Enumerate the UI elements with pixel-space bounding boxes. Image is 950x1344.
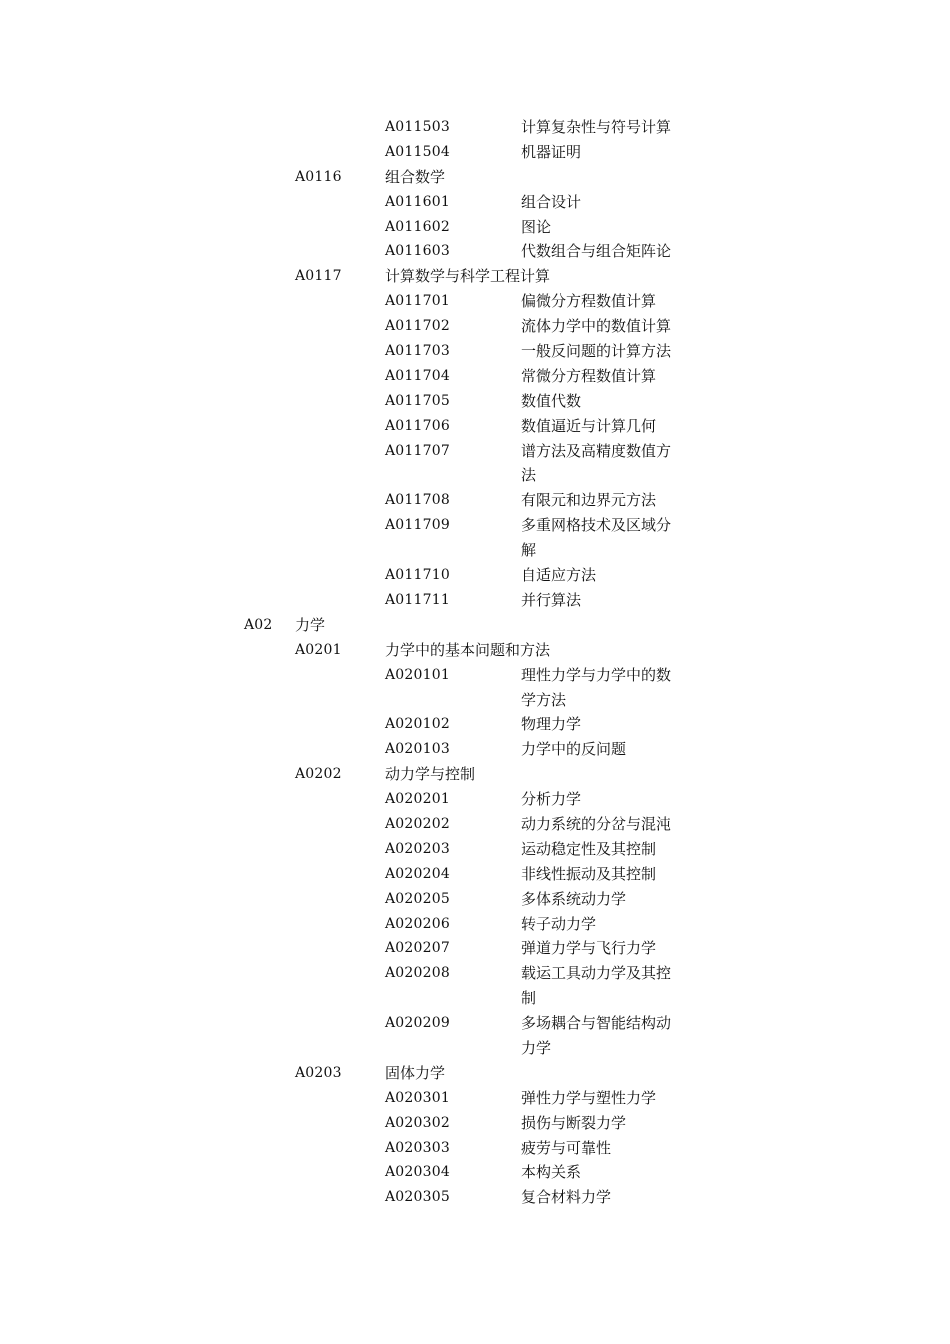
- discipline-code: A02: [244, 616, 273, 633]
- discipline-name: 分析力学: [521, 790, 582, 809]
- discipline-code: A0116: [295, 168, 342, 185]
- discipline-code: A020302: [385, 1114, 450, 1131]
- discipline-name: 一般反问题的计算方法: [521, 342, 672, 361]
- list-item: [0, 737, 950, 762]
- discipline-code: A020203: [385, 840, 450, 857]
- list-item: [0, 936, 950, 961]
- discipline-name: 数值代数: [521, 391, 582, 410]
- discipline-code: A011602: [385, 218, 450, 235]
- discipline-code: A011504: [385, 143, 450, 160]
- list-item: [0, 1011, 950, 1061]
- discipline-name: 力学中的反问题: [521, 740, 627, 759]
- discipline-name: 流体力学中的数值计算: [521, 317, 672, 336]
- list-item: [0, 289, 950, 314]
- discipline-code: A020103: [385, 741, 450, 758]
- list-item: [0, 1185, 950, 1210]
- discipline-name: 常微分方程数值计算: [521, 366, 657, 385]
- discipline-name: 弹性力学与塑性力学: [521, 1088, 657, 1107]
- discipline-name: 自适应方法: [521, 566, 597, 585]
- discipline-name: 物理力学: [521, 715, 582, 734]
- discipline-name: 多体系统动力学: [521, 889, 627, 908]
- list-item: [0, 215, 950, 240]
- list-item: [0, 1160, 950, 1185]
- discipline-code: A011601: [385, 193, 450, 210]
- list-item: [0, 115, 950, 140]
- discipline-name: 计算复杂性与符号计算: [521, 118, 672, 136]
- discipline-name: 动力学与控制: [385, 765, 476, 784]
- list-item: [0, 264, 950, 289]
- discipline-code: A020208: [385, 965, 450, 982]
- list-item: [0, 1136, 950, 1161]
- list-item: [0, 663, 950, 713]
- list-item: [0, 1086, 950, 1111]
- list-item: [0, 513, 950, 563]
- discipline-name: 复合材料力学: [521, 1188, 612, 1207]
- discipline-code: A0203: [295, 1064, 342, 1081]
- discipline-code: A020209: [385, 1015, 450, 1032]
- list-item: [0, 862, 950, 887]
- list-item: [0, 712, 950, 737]
- list-item: [0, 389, 950, 414]
- discipline-code: A011705: [385, 392, 450, 409]
- discipline-code: A011703: [385, 343, 450, 360]
- discipline-name: 有限元和边界元方法: [521, 491, 657, 510]
- list-item: [0, 165, 950, 190]
- discipline-name: 计算数学与科学工程计算: [385, 267, 551, 286]
- discipline-name: 非线性振动及其控制: [521, 864, 657, 883]
- discipline-code: A020202: [385, 815, 450, 832]
- list-item: [0, 1061, 950, 1086]
- list-item: [0, 887, 950, 912]
- discipline-code: A020303: [385, 1139, 450, 1156]
- discipline-name: 代数组合与组合矩阵论: [521, 242, 672, 261]
- list-item: [0, 812, 950, 837]
- discipline-name: 数值逼近与计算几何: [521, 416, 657, 435]
- discipline-name: 偏微分方程数值计算: [521, 292, 657, 311]
- list-item: [0, 339, 950, 364]
- discipline-code: A020201: [385, 791, 450, 808]
- list-item: [0, 364, 950, 389]
- discipline-name: 疲劳与可靠性: [521, 1138, 612, 1157]
- discipline-code: A020305: [385, 1189, 450, 1206]
- discipline-code: A0201: [295, 641, 342, 658]
- discipline-name: 多场耦合与智能结构动力学: [521, 1014, 672, 1058]
- discipline-name: 多重网格技术及区域分解: [521, 516, 672, 560]
- list-item: [0, 414, 950, 439]
- discipline-code: A0202: [295, 766, 342, 783]
- discipline-code: A020207: [385, 940, 450, 957]
- discipline-name: 弹道力学与飞行力学: [521, 939, 657, 958]
- discipline-code: A020301: [385, 1089, 450, 1106]
- discipline-name: 组合数学: [385, 167, 446, 186]
- discipline-name: 动力系统的分岔与混沌: [521, 814, 672, 833]
- discipline-name: 机器证明: [521, 142, 582, 161]
- discipline-code-list: [0, 115, 950, 1210]
- list-item: [0, 787, 950, 812]
- discipline-code: A011701: [385, 293, 450, 310]
- discipline-name: 载运工具动力学及其控制: [521, 964, 672, 1008]
- list-item: [0, 1111, 950, 1136]
- list-item: [0, 439, 950, 489]
- discipline-name: 固体力学: [385, 1063, 446, 1082]
- discipline-code: A011710: [385, 567, 450, 584]
- list-item: [0, 488, 950, 513]
- discipline-name: 理性力学与力学中的数学方法: [521, 665, 672, 709]
- discipline-code: A020206: [385, 915, 450, 932]
- discipline-code: A011704: [385, 367, 450, 384]
- discipline-code: A011503: [385, 119, 450, 135]
- list-item: [0, 140, 950, 165]
- list-item: [0, 314, 950, 339]
- discipline-code: A020205: [385, 890, 450, 907]
- list-item: [0, 912, 950, 937]
- discipline-code: A011707: [385, 442, 450, 459]
- discipline-code: A011708: [385, 492, 450, 509]
- discipline-name: 力学中的基本问题和方法: [385, 640, 551, 659]
- discipline-name: 并行算法: [521, 590, 582, 609]
- discipline-code: A020102: [385, 716, 450, 733]
- discipline-name: 谱方法及高精度数值方法: [521, 441, 672, 485]
- discipline-name: 运动稳定性及其控制: [521, 839, 657, 858]
- discipline-name: 图论: [521, 217, 552, 236]
- list-item: [0, 563, 950, 588]
- discipline-code: A020204: [385, 865, 450, 882]
- list-item: [0, 239, 950, 264]
- discipline-name: 组合设计: [521, 192, 582, 211]
- list-item: [0, 588, 950, 613]
- discipline-name: 本构关系: [521, 1163, 582, 1182]
- list-item: [0, 961, 950, 1011]
- discipline-code: A0117: [295, 268, 342, 285]
- discipline-code: A011603: [385, 243, 450, 260]
- discipline-name: 转子动力学: [521, 914, 597, 933]
- discipline-code: A011709: [385, 517, 450, 534]
- discipline-code: A011706: [385, 417, 450, 434]
- discipline-code: A020101: [385, 666, 450, 683]
- discipline-code: A011711: [385, 591, 450, 608]
- list-item: [0, 613, 950, 638]
- discipline-code: A011702: [385, 318, 450, 335]
- list-item: [0, 837, 950, 862]
- list-item: [0, 190, 950, 215]
- discipline-code: A020304: [385, 1164, 450, 1181]
- list-item: [0, 762, 950, 787]
- list-item: [0, 638, 950, 663]
- discipline-name: 力学: [295, 615, 326, 634]
- discipline-name: 损伤与断裂力学: [521, 1113, 627, 1132]
